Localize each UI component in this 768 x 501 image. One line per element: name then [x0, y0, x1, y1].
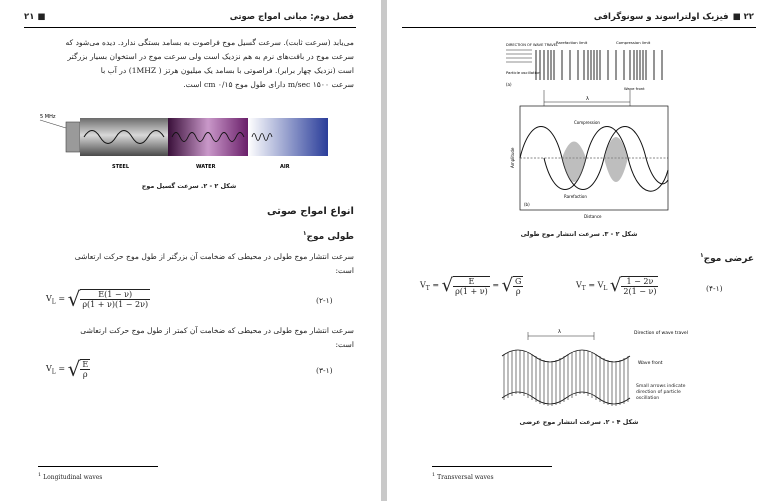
left-page-number: ■ ۲۱	[24, 12, 46, 22]
eq1-denominator: ρ(1 + ν)(1 − 2ν)	[82, 300, 149, 309]
direction-arrows	[506, 50, 532, 62]
right-page	[388, 0, 768, 501]
left-page	[0, 0, 380, 501]
left-footnote-text: Longitudinal waves	[43, 474, 103, 481]
direction-label: DIRECTION OF WAVE TRAVEL	[506, 43, 559, 47]
paragraph-line: سرعت موج در بافت‌های نرم به هم نزدیک است ولی سرعت موج در استخوان بسیار بزرگتر	[67, 52, 354, 61]
eq1-equals: =	[58, 294, 66, 303]
eq2-intro-line: سرعت انتشار موج طولی در محیطی که ضخامت آن کمتر از طول موج حرکت ارتعاشی	[80, 326, 354, 335]
eq1-intro	[24, 250, 354, 278]
rarefaction-limit-label: Rarefaction limit	[556, 40, 588, 45]
right-header-title: فیزیک اولتراسوند و سونوگرافی	[593, 12, 729, 22]
left-figure-caption: شکل ۲ - ۲. سرعت گسیل موج	[141, 182, 237, 190]
figure-a-label: (a)	[506, 82, 512, 87]
transverse-lambda-label: λ	[558, 329, 561, 335]
eq4-sub: T	[425, 285, 430, 293]
eq2-numerator: E	[82, 360, 89, 369]
transverse-arrows-label: Small arrows indicate direction of particle oscillation	[636, 384, 686, 401]
eq4-sub2: T	[581, 285, 586, 293]
eq4-equals-b: =	[492, 280, 500, 290]
amplitude-label: Amplitude	[510, 147, 515, 168]
right-footnote	[432, 472, 494, 481]
eq2-lhs: V	[46, 364, 52, 373]
eq4-equals2: =	[588, 280, 596, 290]
eq2-label: (۳-۱)	[316, 366, 333, 375]
eq2-equals: =	[58, 364, 66, 373]
eq4-equals: =	[432, 280, 440, 290]
eq4-num2: G	[515, 276, 522, 286]
air-label: AIR	[280, 164, 290, 170]
transverse-direction-label: Direction of wave travel	[634, 331, 688, 336]
eq4-den1: ρ(1 + ν)	[455, 286, 488, 296]
left-footnote-rule	[38, 466, 158, 467]
left-paragraph	[24, 36, 354, 92]
page-gutter	[381, 0, 387, 501]
right-footnote-mark: 1	[432, 472, 436, 478]
compression-label: Compression	[574, 120, 600, 125]
right-header-rule	[402, 27, 756, 28]
eq1-intro-line: است:	[335, 266, 354, 275]
freq-label: 5 MHz	[40, 114, 56, 120]
subsection-transverse-sup: ۱	[699, 252, 704, 259]
transducer	[66, 122, 80, 152]
transverse-wavefront-label: Wave front	[638, 361, 663, 366]
water-label: WATER	[196, 164, 216, 170]
eq1-intro-line: سرعت انتشار موج طولی در محیطی که ضخامت آن بزرگتر از طول موج حرکت ارتعاشی	[74, 252, 354, 261]
eq1-lhs: V	[46, 294, 52, 303]
paragraph-line: می‌یابد (سرعت ثابت). سرعت گسیل موج فراصوت به بسامد بستگی ندارد. دیده می‌شود که	[65, 38, 354, 47]
lambda-label: λ	[586, 96, 589, 102]
left-header-title: فصل دوم: مبانی امواج صوتی	[229, 12, 354, 22]
eq4-den2: ρ	[515, 286, 521, 296]
left-header-rule	[24, 27, 356, 28]
right-footnote-text: Transversal waves	[437, 474, 494, 481]
compression-limit-label: Compression limit	[616, 40, 651, 45]
hatched-region-1	[562, 142, 586, 183]
eq2-denominator: ρ	[82, 370, 88, 379]
longitudinal-wave-figure	[504, 40, 672, 224]
eq2-sub: L	[51, 368, 56, 376]
wave-front-label: Wave front	[624, 86, 645, 91]
paragraph-line: است (نزدیک چهار برابر). فراصوتی با بسامد یک میلیون هرتز ( 1MHZ) در آب با	[100, 66, 354, 75]
distance-label: Distance	[584, 214, 602, 219]
paragraph-line: سرعت m/sec ۱۵۰۰ دارای طول موج cm ۰/۱۵ است.	[183, 80, 354, 89]
transverse-top-wave	[502, 350, 630, 362]
subsection-longitudinal-sup: ۱	[302, 230, 307, 237]
equation-2: $V_L$ = √ $\frac{E}{\rho}$	[46, 357, 89, 381]
right-figure2-caption: شکل ۴ - ۲. سرعت انتشار موج عرضی	[519, 418, 639, 426]
transverse-bottom-wave	[502, 392, 630, 404]
transverse-wave-figure	[498, 326, 688, 416]
eq2-intro-line: است:	[335, 340, 354, 349]
left-footnote-mark: 1	[38, 472, 42, 478]
right-figure1-caption: شکل ۲ - ۳. سرعت انتشار موج طولی	[520, 230, 638, 238]
steel-block	[80, 118, 168, 156]
eq4-lhs: V	[420, 280, 426, 290]
particle-bars	[536, 50, 662, 80]
hatched-region-2	[604, 137, 628, 182]
particle-oscillation-label: Particle oscillation	[506, 70, 541, 75]
eq4-midsub: L	[603, 285, 608, 293]
transducer-cable	[40, 120, 66, 128]
section-title: انواع امواج صوتی	[266, 206, 354, 217]
eq4-lhs2: V	[576, 280, 582, 290]
figure-b-label: (b)	[524, 202, 530, 207]
eq1-sub: L	[51, 298, 56, 306]
eq4-mid: V	[597, 280, 604, 290]
lambda-marker-transverse	[528, 332, 594, 340]
right-header	[404, 12, 754, 22]
steel-label: STEEL	[112, 164, 130, 170]
rarefaction-label: Rarefaction	[564, 194, 587, 199]
subsection-longitudinal-title: طولی موج	[306, 232, 354, 242]
subsection-transverse	[404, 252, 754, 264]
left-footnote	[38, 472, 102, 481]
eq1-numerator: E(1 − ν)	[80, 290, 150, 300]
eq4-num3: 1 − 2ν	[621, 277, 658, 287]
eq4-label: (۴-۱)	[706, 284, 723, 293]
eq1-label: (۲-۱)	[316, 296, 333, 305]
speed-figure	[40, 110, 340, 174]
eq4-den3: 2(1 − ν)	[623, 286, 657, 296]
right-page-number: ۲۲ ■	[732, 12, 754, 22]
equation-1: $V_L$ = √ $\frac{E(1 - \nu)}{\rho(1 + \nu)(1 - 2\nu)}$	[46, 287, 149, 311]
subsection-longitudinal	[24, 230, 354, 242]
eq4-num1: E	[453, 277, 490, 287]
equation-4-right: $V_T = V_L$ √ $\frac{1 - 2\nu}{2(1 - \nu)}$	[576, 275, 657, 296]
eq2-intro	[24, 324, 354, 352]
right-footnote-rule	[432, 466, 552, 467]
equation-4-left: $V_T$ = √ $\frac{E}{\rho(1 + \nu)}$ = √ $\frac{G}{\rho}$	[420, 275, 522, 296]
subsection-transverse-title: عرضی موج	[703, 254, 754, 264]
left-header	[24, 12, 354, 22]
